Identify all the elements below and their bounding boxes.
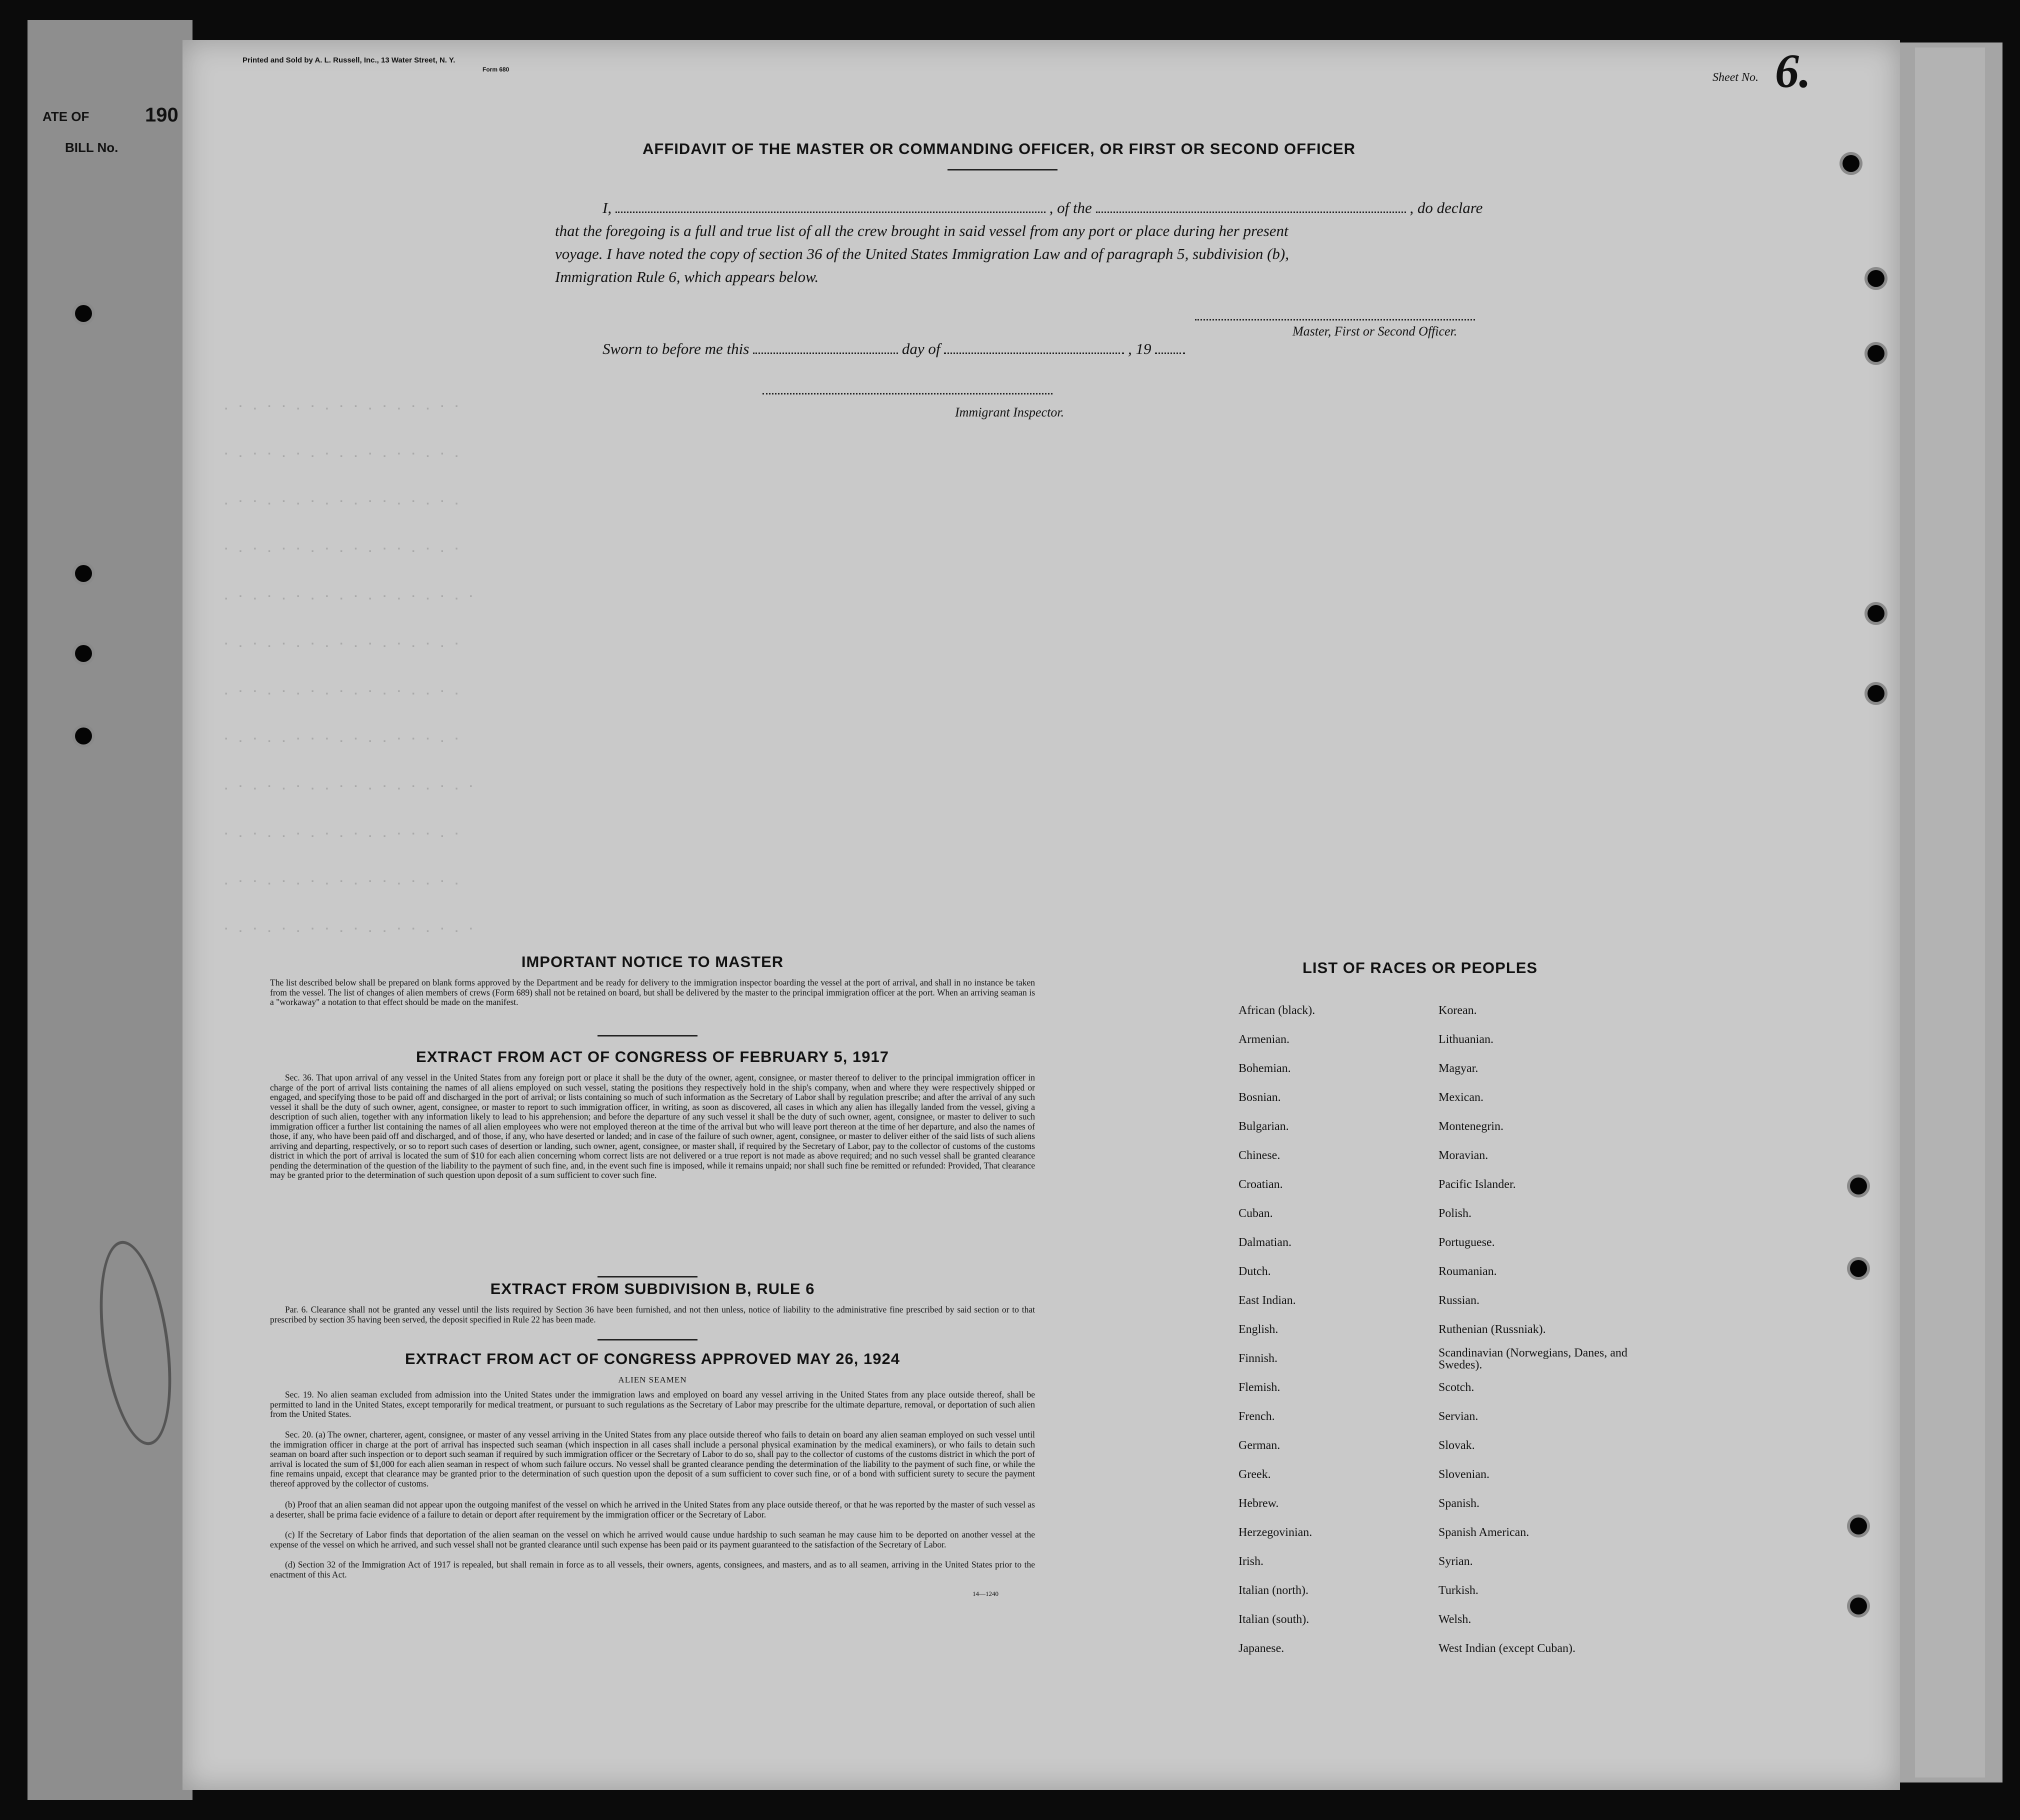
races-title: LIST OF RACES OR PEOPLES bbox=[1302, 959, 1538, 976]
punch-hole bbox=[1850, 1598, 1867, 1614]
printer-line: Printed and Sold by A. L. Russell, Inc., 13 Water Street, N. Y. bbox=[242, 56, 456, 64]
punch-hole bbox=[75, 728, 92, 744]
vessel-blank[interactable] bbox=[1096, 212, 1406, 213]
underlying-bill-label: BILL No. bbox=[65, 140, 118, 155]
punch-hole bbox=[1850, 1518, 1867, 1534]
extract-1917-title: EXTRACT FROM ACT OF CONGRESS OF FEBRUARY 5, 1917 bbox=[416, 1048, 889, 1066]
affidavit-of-the: , of the bbox=[1049, 199, 1092, 216]
manifest-sheet: . · . · · . · . · · . · . · . · · · . · · . · . · . . · . · · . · . . · · . · . · . · . · · . · . · . · . · . · · . · . · . · · . · . · . · . · . · . · . · . · . · . · . · · . · . · . · . · . · . · . · . · . · · . · . · . · . · . · . . · . · . · . . · · · . · . . · · · . · . · . · . · . . · · . · . · . · . · · . · . . · . · . · . . · · · . · . · · . · . · . · . · · . · . · . · . · . · . · · . · . . · · . · . · Printed and Sold by A. L. Russell, Inc., 13 Water Street, N. Y. Form 680 Sheet No. 6. AFFIDAVIT OF THE MASTER OR COMMANDING OFFICER, OR FIRST OR SECOND OFFICER I, , of the , do declare that the foregoing is a full and true list of all the crew brought in said vessel from any port or place during her present voyage. I have noted the copy of section 36 of the United States Immigration Law and of paragraph 5, subdivision (b), Immigration Rule 6, which appears below. Master, First or Second Officer. Sworn to before me this day of , 19 Immigrant Inspector. IMPORTANT NOTICE TO MASTER The list described below shall be prepared on blank forms approved by the Department and be ready for delivery to the immigration inspector boarding the vessel at the port of arrival, and shall in no instance be taken from the vessel. The list of changes of alien members of crews (Form 689) shall not be retained on board, but shall be delivered by the master to the principal immigration officer at the port. When an arriving seaman is a "workaway" a notation to that effect should be made on the manifest. EXTRACT FROM ACT OF CONGRESS OF FEBRUARY 5, 1917 Sec. 36. That upon arrival of any vessel in the United States from any foreign port or place it shall be the duty of the owner, agent, consignee, or master thereof to deliver to the principal immigration officer in charge of the port of arrival lists containing the names of all aliens employed on such vessel, stating the positions they respectively hold in the ship's company, when and where they were respectively shipped or engaged, and specifying those to be paid off and discharged in the port of arrival; or lists containing so much of such information as the Secretary of Labor shall by regulation prescribe; and after the arrival of any such vessel it shall be the duty of such owner, agent, consignee, or master to report to such immigration officer, in writing, as soon as discovered, all cases in which any alien has illegally landed from the vessel, giving a description of such alien, together with any information likely to lead to his apprehension; and before the departure of any such vessel it shall be the duty of such owner, agent, consignee, or master to deliver to such immigration officer a further list containing the names of all alien employees who were not employed thereon at the time of the arrival but who will leave port thereon at the time of her departure, and also the names of those, if any, who have been paid off and discharged, and of those, if any, who have deserted or landed; and in case of the failure of such owner, agent, consignee, or master to deliver either of the said lists of such aliens arriving and departing, respectively, or so to report such cases of desertion or landing, such owner, agent, consignee, or master shall, if required by the Secretary of Labor, pay to the collector of customs of the customs district in which the port of arrival is located the sum of $10 for each alien concerning whom correct lists are not delivered or a true report is not made as above required; and no such vessel shall be granted clearance pending the determination of the question of the liability to the payment of such fine, and, in the event such fine is imposed, while it remains unpaid; nor shall such fine be remitted or refunded: Provided, That clearance may be granted prior to the determination of such question upon deposit of a sum sufficient to cover such fine. EXTRACT FROM SUBDIVISION B, RULE 6 Par. 6. Clearance shall not be granted any vessel until the lists required by Section 36 have been furnished, and not then unless, notice of liability to the administrative fine prescribed by said section or to that prescribed by section 35 having been served, the deposit specified in Rule 22 has been made. EXTRACT FROM ACT OF CONGRESS APPROVED MAY 26, 1924 ALIEN SEAMEN Sec. 19. No alien seaman excluded from admission into the United States under the immigration laws and employed on board any vessel arriving in the United States from any place outside thereof, shall be permitted to land in the United States, except temporarily for medical treatment, or pursuant to such regulations as the Secretary of Labor may prescribe for the ultimate departure, removal, or deportation of such alien from the United States. Sec. 20. (a) The owner, charterer, agent, consignee, or master of any vessel arriving in the United States from any place outside thereof who fails to detain on board any alien seaman employed on such vessel until the immigration officer in charge at the port of arrival has inspected such seaman (which inspection in all cases shall include a personal physical examination by the medical examiners), or who fails to detain such seaman on board after such inspection or to deport such seaman if required by such immigration officer or the Secretary of Labor to do so, shall pay to the collector of customs of the customs district in which the port of arrival is located the sum of $1,000 for each alien seaman in respect of whom such failure occurs. No vessel shall be granted clearance pending the determination of the liability to the payment of such fine, or while the fine remains unpaid, except that clearance may be granted prior to the determination of such question upon the deposit of a sum sufficient to cover such fine, or of a bond with sufficient surety to secure the payment thereof approved by the collector of customs. (b) Proof that an alien seaman did not appear upon the outgoing manifest of the vessel on which he arrived in the United States from any place outside thereof, or that he was reported by the master of such vessel as a deserter, shall be prima facie evidence of a failure to detain or deport after requirement by the immigration officer or the Secretary of Labor. (c) If the Secretary of Labor finds that deportation of the alien seaman on the vessel on which he arrived would cause undue hardship to such seaman he may cause him to be deported on another vessel at the expense of the vessel on which he arrived, and such vessel shall not be granted clearance until such expense has been paid or its payment guaranteed to the satisfaction of the Secretary of Labor. (d) Section 32 of the Immigration Act of 1917 is repealed, but shall remain in force as to all vessels, their owners, agents, consignees, and masters, and as to all seamen, arriving in the United States prior to the enactment of this Act. 14—1240 LIST OF RACES OR PEOPLES African (black). Armenian. Bohemian. Bosnian. Bulgarian. Chinese. Croatian. Cuban. Dalmatian. Dutch. East Indian. English. Finnish. Flemish. French. German. Greek. Hebrew. Herzegovinian. Irish. Italian (north). Italian (south). Japanese. Korean. Lithuanian. Magyar. Mexican. Montenegrin. Moravian. Pacific Islander. Polish. Portuguese. Roumanian. Russian. Ruthenian (Russniak). Scandinavian (Norwegians, Danes, and Swedes). Scotch. Servian. Slovak. Slovenian. Spanish. Spanish American. Syrian. Turkish. Welsh. West Indian (except Cuban). bbox=[182, 40, 1900, 1790]
race-item: Moravian. bbox=[1438, 1149, 1488, 1162]
year-label: , 19 bbox=[1128, 340, 1152, 358]
race-item: Irish. bbox=[1238, 1555, 1264, 1568]
race-item: Turkish. bbox=[1438, 1584, 1478, 1597]
back-page-left bbox=[28, 20, 192, 1800]
sheet-number-label: Sheet No. bbox=[1712, 71, 1758, 84]
race-item: Magyar. bbox=[1438, 1062, 1478, 1075]
affidavit-title: AFFIDAVIT OF THE MASTER OR COMMANDING OFFICER, OR FIRST OR SECOND OFFICER bbox=[642, 140, 1356, 158]
underlying-date-year: 190 bbox=[145, 104, 178, 126]
race-item: Spanish American. bbox=[1438, 1526, 1530, 1539]
rule-6-rule bbox=[598, 1339, 698, 1340]
affidavit-i: I, bbox=[602, 199, 612, 216]
name-blank[interactable] bbox=[616, 212, 1046, 213]
master-signature-line[interactable] bbox=[1195, 319, 1475, 320]
extract-1924-title: EXTRACT FROM ACT OF CONGRESS APPROVED MAY 26, 1924 bbox=[405, 1350, 900, 1368]
race-item: Cuban. bbox=[1238, 1207, 1273, 1220]
race-item: German. bbox=[1238, 1439, 1280, 1452]
race-item: Italian (south). bbox=[1238, 1613, 1310, 1626]
race-item: Lithuanian. bbox=[1438, 1033, 1494, 1046]
race-item: Bulgarian. bbox=[1238, 1120, 1289, 1133]
race-item: Flemish. bbox=[1238, 1381, 1280, 1394]
race-item: Chinese. bbox=[1238, 1149, 1280, 1162]
affidavit-line-2: that the foregoing is a full and true list of all the crew brought in said vessel from any port or place during her present bbox=[555, 222, 1288, 240]
race-item: Dutch. bbox=[1238, 1265, 1271, 1278]
punch-hole bbox=[1868, 345, 1884, 362]
race-item: English. bbox=[1238, 1323, 1278, 1336]
punch-hole bbox=[75, 305, 92, 322]
extract-1924-sec20a: Sec. 20. (a) The owner, charterer, agent, consignee, or master of any vessel arriving in the United States from any place outside thereof who fails to detain on board any alien seaman employed on such vessel until the immigration officer in charge at the port of arrival has inspected such seaman (which inspection in all cases shall include a personal physical examination by the medical examiners), or who fails to detain such seaman on board after such inspection or to deport such seaman if required by such immigration officer or the Secretary of Labor to do so, shall pay to the collector of customs of the customs district in which the port of arrival is located the sum of $1,000 for each alien seaman in respect of whom such failure occurs. No vessel shall be granted clearance pending the determination of the liability to the payment of such fine, or while the fine remains unpaid, except that clearance may be granted prior to the determination of such question upon the deposit of a sum sufficient to cover such fine, or of a bond with sufficient surety to secure the payment thereof approved by the collector of customs. bbox=[270, 1430, 1035, 1488]
punch-hole bbox=[1850, 1178, 1867, 1194]
punch-hole bbox=[1868, 270, 1884, 287]
race-item: Italian (north). bbox=[1238, 1584, 1308, 1597]
race-item: Pacific Islander. bbox=[1438, 1178, 1516, 1191]
race-item: Russian. bbox=[1438, 1294, 1480, 1307]
race-item: Finnish. bbox=[1238, 1352, 1278, 1365]
race-item: Mexican. bbox=[1438, 1091, 1484, 1104]
race-item: Hebrew. bbox=[1238, 1497, 1279, 1510]
rule-6-title: EXTRACT FROM SUBDIVISION B, RULE 6 bbox=[490, 1280, 815, 1298]
affidavit-declare: , do declare bbox=[1410, 199, 1483, 216]
race-item: Servian. bbox=[1438, 1410, 1478, 1423]
race-item: Bosnian. bbox=[1238, 1091, 1281, 1104]
rule-6-text: Par. 6. Clearance shall not be granted any vessel until the lists required by Section 36 have been furnished, and not then unless, notice of liability to the administrative fine prescribed by said section or to that prescribed by section 35 having been served, the deposit specified in Rule 22 has been made. bbox=[270, 1304, 1035, 1324]
race-item: Welsh. bbox=[1438, 1613, 1472, 1626]
race-item: Dalmatian. bbox=[1238, 1236, 1292, 1249]
punch-hole bbox=[1868, 685, 1884, 702]
sworn-month-blank[interactable] bbox=[944, 352, 1124, 354]
extract-1924-sec19: Sec. 19. No alien seaman excluded from admission into the United States under the immigration laws and employed on board any vessel arriving in the United States from any place outside thereof, shall be permitted to land in the United States, except temporarily for medical treatment, or pursuant to such regulations as the Secretary of Labor may prescribe for the ultimate departure, removal, or deportation of such alien from the United States. bbox=[270, 1390, 1035, 1419]
extract-1924-sec20b: (b) Proof that an alien seaman did not appear upon the outgoing manifest of the vessel on which he arrived in the United States from any place outside thereof, or that he was reported by the master of such vessel as a deserter, shall be prima facie evidence of a failure to detain or deport after requirement by the immigration officer or the Secretary of Labor. bbox=[270, 1500, 1035, 1520]
race-item: Bohemian. bbox=[1238, 1062, 1291, 1075]
race-item: Roumanian. bbox=[1438, 1265, 1497, 1278]
affidavit-line-3: voyage. I have noted the copy of section 36 of the United States Immigration Law and of paragraph 5, subdivision (b), bbox=[555, 245, 1289, 262]
race-item: Ruthenian (Russniak). bbox=[1438, 1323, 1546, 1336]
sworn-year-blank[interactable] bbox=[1155, 352, 1185, 354]
race-item: Herzegovinian. bbox=[1238, 1526, 1312, 1539]
notice-title: IMPORTANT NOTICE TO MASTER bbox=[521, 953, 784, 970]
race-item: Scotch. bbox=[1438, 1381, 1474, 1394]
race-item: Polish. bbox=[1438, 1207, 1472, 1220]
day-of-label: day of bbox=[902, 340, 940, 358]
punch-hole bbox=[1868, 605, 1884, 622]
inspector-label: Immigrant Inspector. bbox=[955, 405, 1064, 420]
race-item: East Indian. bbox=[1238, 1294, 1296, 1307]
affidavit-line-4: Immigration Rule 6, which appears below. bbox=[555, 268, 819, 286]
inspector-signature-line[interactable] bbox=[762, 393, 1052, 394]
race-item: Spanish. bbox=[1438, 1497, 1480, 1510]
race-item: Croatian. bbox=[1238, 1178, 1283, 1191]
alien-seamen-subtitle: ALIEN SEAMEN bbox=[618, 1375, 687, 1384]
sheet-number-value: 6. bbox=[1775, 44, 1811, 98]
sworn-line bbox=[602, 340, 1185, 358]
punch-hole bbox=[75, 565, 92, 582]
master-label: Master, First or Second Officer. bbox=[1292, 324, 1458, 338]
back-page-right-2 bbox=[1915, 48, 1985, 1778]
race-item: West Indian (except Cuban). bbox=[1438, 1642, 1576, 1655]
race-item: Slovak. bbox=[1438, 1439, 1475, 1452]
form-code: 14—1240 bbox=[972, 1590, 998, 1598]
notice-rule bbox=[598, 1035, 698, 1036]
title-rule bbox=[948, 169, 1058, 170]
punch-hole bbox=[75, 645, 92, 662]
extract-1924-sec20d: (d) Section 32 of the Immigration Act of 1917 is repealed, but shall remain in force as to all vessels, their owners, agents, consignees, and masters, and as to all seamen, arriving in the United States prior to the enactment of this Act. bbox=[270, 1560, 1035, 1580]
race-item: Portuguese. bbox=[1438, 1236, 1495, 1249]
race-item: Greek. bbox=[1238, 1468, 1271, 1481]
punch-hole bbox=[1842, 155, 1860, 172]
extract-1917-text: Sec. 36. That upon arrival of any vessel in the United States from any foreign port or place it shall be the duty of the owner, agent, consignee, or master thereof to deliver to the principal immigration officer in charge of the port of arrival lists containing the names of all aliens employed on such vessel, stating the positions they respectively hold in the ship's company, when and where they were respectively shipped or engaged, and specifying those to be paid off and discharged in the port of arrival; or lists containing so much of such information as the Secretary of Labor shall by regulation prescribe; and after the arrival of any such vessel it shall be the duty of such owner, agent, consignee, or master to report to such immigration officer, in writing, as soon as discovered, all cases in which any alien has illegally landed from the vessel, giving a description of such alien, together with any information likely to lead to his apprehension; and before the departure of any such vessel it shall be the duty of such owner, agent, consignee, or master to deliver to such immigration officer a further list containing the names of all alien employees who were not employed thereon at the time of the arrival but who will leave port thereon at the time of her departure, and also the names of those, if any, who have been paid off and discharged, and of those, if any, who have deserted or landed; and in case of the failure of such owner, agent, consignee, or master to deliver either of the said lists of such aliens arriving and departing, respectively, or so to report such cases of desertion or landing, such owner, agent, consignee, or master shall, if required by the Secretary of Labor, pay to the collector of customs of the customs district in which the port of arrival is located the sum of $10 for each alien concerning whom correct lists are not delivered or a true report is not made as above required; and no such vessel shall be granted clearance pending the determination of the question of the liability to the payment of such fine, and, in the event such fine is imposed, while it remains unpaid; nor shall such fine be remitted or refunded: Provided, That clearance may be granted prior to the determination of such question upon deposit of a sum sufficient to cover such fine. bbox=[270, 1072, 1035, 1180]
notice-text: The list described below shall be prepared on blank forms approved by the Department and be ready for delivery to the immigration inspector boarding the vessel at the port of arrival, and shall in no instance be taken from the vessel. The list of changes of alien members of crews (Form 689) shall not be retained on board, but shall be delivered by the master to the principal immigration officer at the port. When an arriving seaman is a "workaway" a notation to that effect should be made on the manifest. bbox=[270, 978, 1035, 1007]
race-item: Slovenian. bbox=[1438, 1468, 1490, 1481]
race-item: Armenian. bbox=[1238, 1033, 1290, 1046]
race-item: Montenegrin. bbox=[1438, 1120, 1504, 1133]
extract-1917-rule bbox=[598, 1276, 698, 1278]
race-item: African (black). bbox=[1238, 1004, 1316, 1017]
extract-1924-sec20c: (c) If the Secretary of Labor finds that deportation of the alien seaman on the vessel on which he arrived would cause undue hardship to such seaman he may cause him to be deported on another vessel at the expense of the vessel on which he arrived, and such vessel shall not be granted clearance until such expense has been paid or its payment guaranteed to the satisfaction of the Secretary of Labor. bbox=[270, 1530, 1035, 1550]
race-item: Japanese. bbox=[1238, 1642, 1284, 1655]
race-item: Syrian. bbox=[1438, 1555, 1473, 1568]
punch-hole bbox=[1850, 1260, 1867, 1277]
sworn-day-blank[interactable] bbox=[753, 352, 898, 354]
form-number: Form 680 bbox=[482, 66, 510, 73]
race-item: Scandinavian (Norwegians, Danes, and Swedes). bbox=[1438, 1346, 1628, 1372]
underlying-date-label: ATE OF bbox=[42, 109, 90, 124]
race-item: Korean. bbox=[1438, 1004, 1477, 1017]
affidavit-line-1 bbox=[602, 199, 1482, 217]
sworn-label: Sworn to before me this bbox=[602, 340, 750, 358]
race-item: French. bbox=[1238, 1410, 1275, 1423]
